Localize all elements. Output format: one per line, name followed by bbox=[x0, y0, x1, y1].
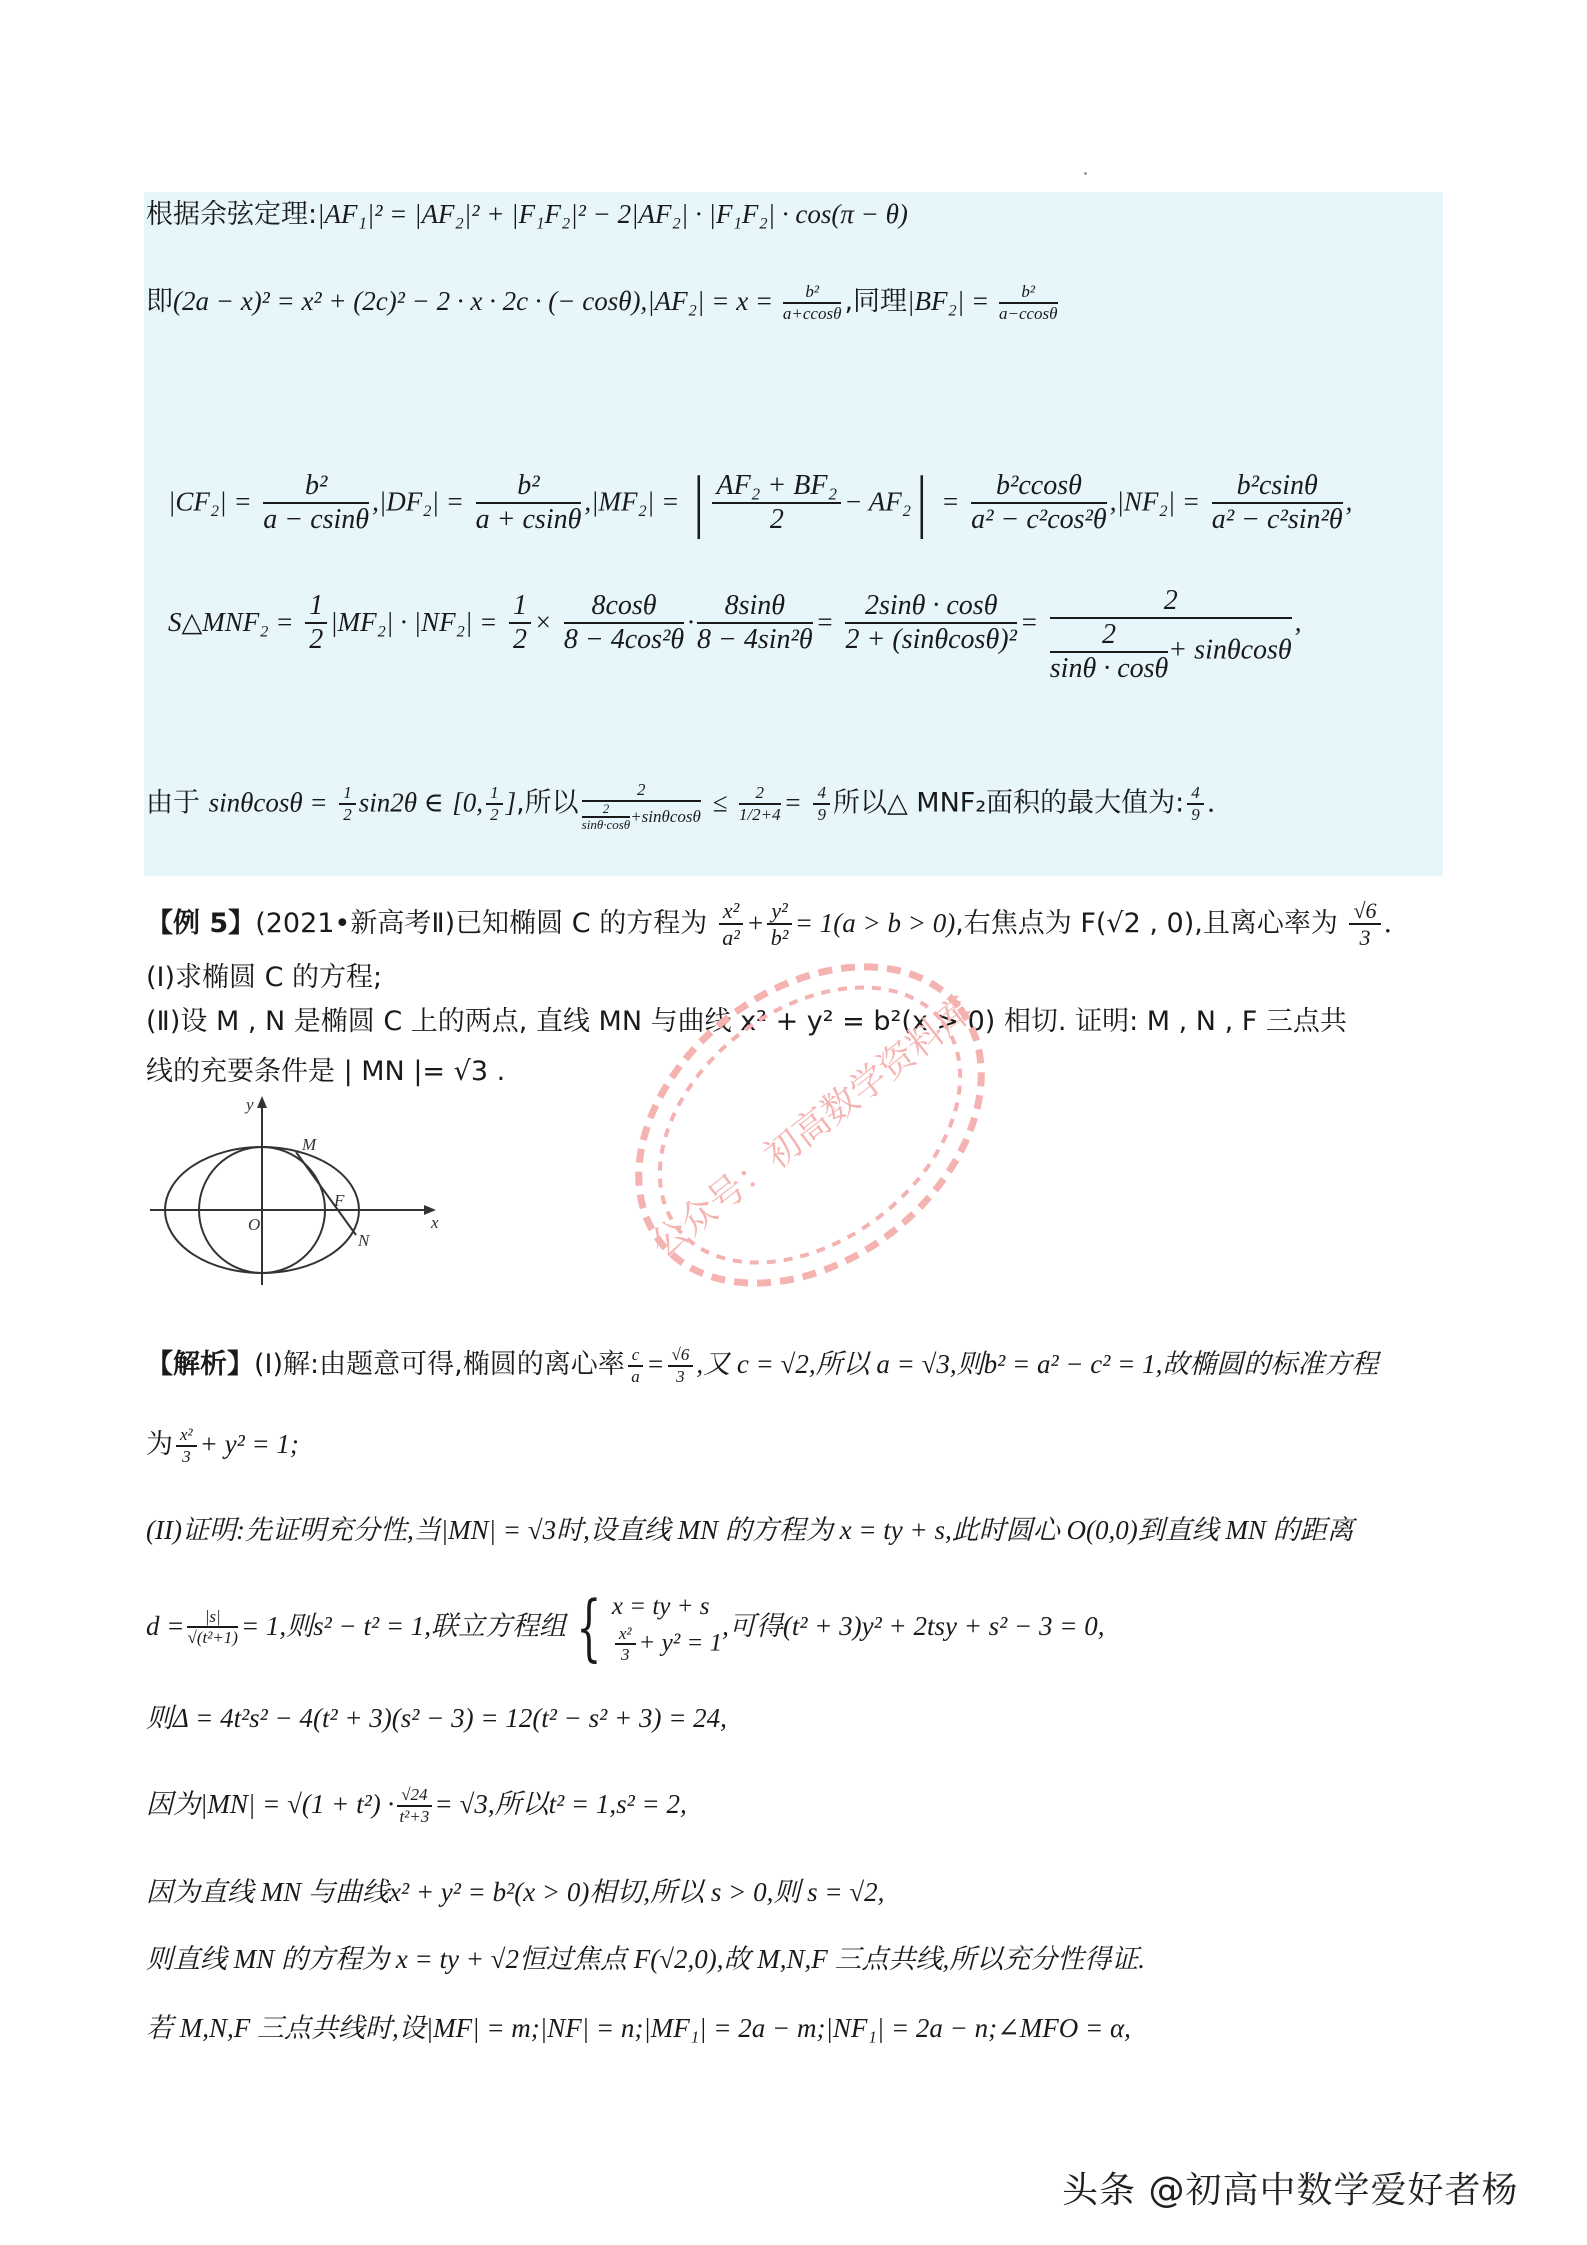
solution-part-2-intro: (II)证明:先证明充分性,当|MN| = √3时,设直线 MN 的方程为 x = ty + s,此时圆心 O(0,0)到直线 MN 的距离 bbox=[146, 1515, 1354, 1545]
label-f: F bbox=[334, 1191, 345, 1210]
solution-tangent-condition: 因为直线 MN 与曲线x² + y² = b²(x > 0)相切,所以 s > 0,则 s = √2, bbox=[146, 1877, 885, 1907]
label-n: N bbox=[358, 1231, 370, 1250]
example-5-statement: 【例 5】(2021•新高考Ⅱ)已知椭圆 C 的方程为 $\frac{\text{x²}}{\text{a²}}$ + $\frac{\text{y²}}{\text{b²}}$ = 1(a > b > 0),右焦点为 F(√2 , 0),且离心率为 $\frac{√6}{3}$ . bbox=[146, 898, 1393, 951]
example-part-1: (Ⅰ)求椭圆 C 的方程; bbox=[146, 962, 383, 993]
solution-discriminant: 则Δ = 4t²s² − 4(t² + 3)(s² − 3) = 12(t² − s² + 3) = 24, bbox=[146, 1703, 727, 1733]
max-area-line: 由于 sinθcosθ = $\frac{1}{2}$ sin2θ ∈ [0, $\frac{1}{2}$ ],所以 2 $\frac{2}{\sin\theta\cdot\cos\theta}$ +sinθcosθ ≤ $\frac{2}{1/2+4}$ = $\frac{4}{9}$ 所以△ MNF₂面积的最大值为: $\frac{4}{9}$ . bbox=[146, 780, 1216, 833]
solution-standard-equation: 为 $\frac{\text{x²}}{3}$ + y² = 1; bbox=[146, 1425, 299, 1466]
example-part-2-continued: 线的充要条件是 | MN |= √3 . bbox=[146, 1056, 506, 1087]
stray-dot bbox=[1084, 172, 1087, 175]
solution-chord-length: 因为|MN| = √(1 + t²) · $\frac{√24}{\text{t²+3}}$ = √3,所以t² = 1,s² = 2, bbox=[146, 1785, 687, 1826]
solution-part-1: 【解析】(I)解:由题意可得,椭圆的离心率 $\frac{c}{a}$ = $\frac{√6}{3}$ ,又 c = √2,所以 a = √3,则b² = a² − c² = 1,故椭圆的标准方程 bbox=[146, 1345, 1379, 1386]
label-y: y bbox=[246, 1095, 254, 1114]
solution-distance-system: d = $\frac{|s|}{\text{√(t²+1)}}$ = 1,则s² − t² = 1,联立方程组 { x = ty + s $\frac{\text{x²}}{3}$ + y² = 1 ,可得(t² + 3)y² + 2tsy + s² − 3 = 0, bbox=[146, 1585, 1105, 1670]
watermark-stamp bbox=[600, 960, 1020, 1290]
label-m: M bbox=[302, 1135, 317, 1154]
af2-bf2-line: 即(2a − x)² = x² + (2c)² − 2 · x · 2c · (− cosθ),|AF₂| = x = $\frac{\text{b²}}{a+ccos\theta}$ ,同理|BF₂| = $\frac{\text{b²}}{a-ccos\theta}$ bbox=[146, 282, 1058, 323]
solution-necessity-setup: 若 M,N,F 三点共线时,设|MF| = m;|NF| = n;|MF₁| = 2a − m;|NF₁| = 2a − n;∠MFO = α, bbox=[146, 2013, 1131, 2043]
cf2-df2-mf2-nf2-line: |CF₂| = $\frac{\text{b²}}{a - csin\theta}$ ,|DF₂| = $\frac{\text{b²}}{a + csin\theta}$ ,|MF₂| = | $\frac{\text{AF₂ + BF₂}}{2}$ − AF₂| = $\frac{\text{b²ccosθ}}{\text{a² − c²cos²θ}}$ ,|NF₂| = $\frac{\text{b²csinθ}}{\text{a² − c²sin²θ}}$ , bbox=[168, 466, 1353, 541]
example-tag: 【例 5】 bbox=[146, 907, 256, 939]
solution-sufficiency: 则直线 MN 的方程为 x = ty + √2恒过焦点 F(√2,0),故 M,N,F 三点共线,所以充分性得证. bbox=[146, 1944, 1146, 1974]
cosine-law-line: 根据余弦定理:|AF₁|² = |AF₂|² + |F₁F₂|² − 2|AF₂| · |F₁F₂| · cos(π − θ) bbox=[146, 199, 908, 230]
y-axis-arrow-icon bbox=[257, 1096, 267, 1108]
source-attribution: 头条 @初高中数学爱好者杨 bbox=[1062, 2170, 1519, 2211]
ellipse-circle-diagram bbox=[146, 1090, 446, 1290]
analysis-tag: 【解析】 bbox=[146, 1349, 254, 1381]
label-origin: O bbox=[248, 1215, 261, 1234]
bf2-fraction: $\frac{\text{b²}}{a-ccos\theta}$ bbox=[998, 282, 1058, 323]
watermark-text: 公众号：初高数学资料库 bbox=[643, 989, 981, 1266]
label-x: x bbox=[431, 1213, 439, 1232]
example-part-2: (Ⅱ)设 M , N 是椭圆 C 上的两点, 直线 MN 与曲线 x² + y² = b²(x > 0) 相切. 证明: M , N , F 三点共 bbox=[146, 1006, 1347, 1037]
af2-fraction: $\frac{\text{b²}}{a+ccos\theta}$ bbox=[782, 282, 842, 323]
area-formula-line: S△MNF₂ = $\frac{1}{2}$ |MF₂| · |NF₂| = $\frac{1}{2}$ × $\frac{8\cos\theta}{\text{8 − 4cos²θ}}$ · $\frac{8\sin\theta}{\text{8 − 4sin²θ}}$ = $\frac{2\sin\theta \cdot \cos\theta}{\text{2 + (sinθcosθ)²}}$ = 2 $\frac{2}{\sin\theta \cdot \cos\theta}$ + sinθcosθ , bbox=[168, 585, 1302, 685]
line-mn bbox=[296, 1152, 356, 1235]
